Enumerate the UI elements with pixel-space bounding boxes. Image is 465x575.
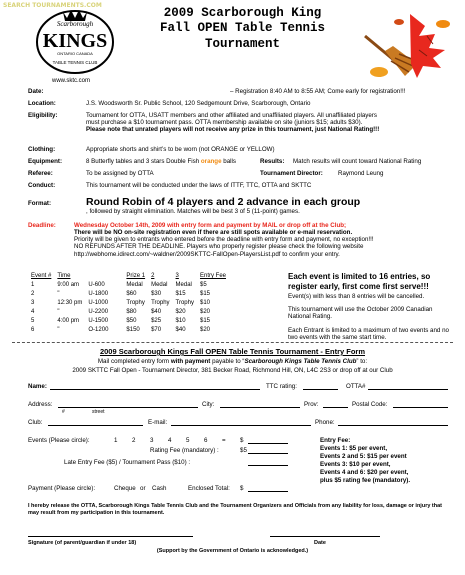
deadline-date: Wednesday October 14th, 2009 with entry form and payment by MAIL or drop off at the Club;	[74, 222, 347, 229]
director-label: Tournament Director:	[260, 170, 323, 177]
col-entry-fee: Entry Fee	[199, 273, 226, 280]
city-field[interactable]	[220, 401, 300, 408]
address-field[interactable]	[58, 401, 198, 408]
house-number-hint: #	[62, 409, 65, 415]
mail-mid: payable to “	[212, 358, 245, 365]
fee-line: Events 2 and 5: $15 per event	[320, 452, 407, 460]
eligibility-line-3: Please note that unrated players will not receive any prize in this tournament, just National Rating!!!	[86, 126, 380, 134]
entry-form-heading: 2009 Scarborough Kings Fall OPEN Table Tennis Tournament - Entry Form	[99, 347, 366, 356]
event-option-3[interactable]: 3	[150, 437, 154, 444]
events-circle-label: Events (Please circle):	[28, 437, 90, 444]
date-field[interactable]	[270, 530, 380, 537]
events-dollar: $	[240, 437, 244, 444]
table-cell: $20	[175, 309, 186, 316]
table-cell: $40	[151, 309, 162, 316]
logo-main-text: KINGS	[42, 30, 108, 52]
table-cell: $15	[175, 291, 186, 298]
table-cell: Trophy	[175, 300, 194, 307]
table-cell: U-1500	[88, 318, 109, 325]
eligibility-line-1: Tournament for OTTA, USATT members and other affiliated and unaffiliated players. All unaffiliated players	[86, 112, 377, 119]
table-cell: 2	[31, 291, 35, 298]
cancel-note: Event(s) with less than 8 entries will be cancelled.	[288, 293, 425, 301]
entry-fee-box	[320, 437, 455, 485]
liability-release: I hereby release the OTTA, Scarborough Kings Table Tennis Club and the Tournament Organizers and Officials from any liability for loss, damage or injury that may result from my participation in this tournament.	[28, 503, 443, 516]
eligibility-label: Eligibility:	[28, 112, 58, 119]
events-table-header	[28, 272, 229, 281]
late-fee-label: Late Entry Fee ($5) / Tournament Pass ($10) :	[64, 459, 191, 466]
logo-top-text: Scarborough	[56, 20, 94, 28]
table-cell: $10	[175, 318, 186, 325]
otta-number-field[interactable]	[368, 383, 448, 390]
fee-line: plus $5 rating fee (mandatory).	[320, 476, 411, 484]
orange-ball-text: orange	[200, 158, 222, 165]
table-cell: $80	[126, 309, 137, 316]
conduct-label: Conduct:	[28, 182, 56, 189]
no-onsite-registration: There will be NO on-site registration even if there are still spots available or e-mail reservation.	[74, 229, 353, 237]
website-url[interactable]: www.sktc.com	[52, 78, 91, 84]
table-cell: 12:30 pm	[57, 300, 83, 307]
title-line-1: 2009 Scarborough King	[163, 6, 322, 20]
location-label: Location:	[28, 100, 56, 107]
event-option-2[interactable]: 2	[132, 437, 136, 444]
eligibility-line-2: must purchase a $10 tournament pass. OTTA membership available on site (juniors $15; adults $30).	[86, 119, 363, 127]
cut-line	[12, 342, 453, 343]
table-cell: O-1200	[88, 327, 109, 334]
table-cell: Trophy	[151, 300, 170, 307]
table-cell: $10	[199, 300, 210, 307]
table-cell: 9:00 am	[57, 282, 80, 289]
name-field[interactable]	[50, 383, 260, 390]
table-cell: "	[57, 327, 60, 334]
deadline-label: Deadline:	[28, 222, 56, 229]
format-main: Round Robin of 4 players and 2 advance in each group	[86, 196, 361, 208]
mail-pre: Mail completed entry form	[97, 358, 170, 365]
mail-post: ” to:	[356, 358, 368, 365]
event-option-4[interactable]: 4	[168, 437, 172, 444]
date-label: Date:	[28, 88, 44, 95]
table-cell: $150	[126, 327, 140, 334]
rating-fee-line	[248, 447, 288, 454]
table-cell: 4	[31, 309, 35, 316]
director-value: Raymond Leung	[338, 170, 384, 177]
table-cell: $25	[151, 318, 162, 325]
priority-note: Priority will be given to entrants who entered before the deadline with entry form and payment, no exception!!!	[74, 236, 374, 244]
signature-field[interactable]	[28, 530, 193, 537]
table-cell: U-600	[88, 282, 105, 289]
referee-value: To be assigned by OTTA	[86, 170, 154, 177]
col-time: Time	[57, 273, 71, 280]
email-field[interactable]	[171, 419, 311, 426]
table-row	[28, 299, 229, 308]
logo-mid-text: ONTARIO CANADA	[57, 51, 93, 56]
rating-note: This tournament will use the October 2009 Canadian National Rating.	[288, 306, 433, 321]
entry-limit-note: Each event is limited to 16 entries, so register early, first come first serve!!!	[288, 272, 431, 291]
table-cell: U-1000	[88, 300, 109, 307]
enclosed-total-field[interactable]	[248, 485, 288, 492]
postal-label: Postal Code:	[352, 401, 388, 408]
fee-line: Events 1: $5 per event,	[320, 444, 388, 452]
table-cell: $5	[199, 282, 207, 289]
rating-fee-label: Rating Fee (mandatory) :	[150, 447, 219, 454]
rating-fee-amount: $5	[240, 447, 247, 454]
mail-address: 2009 SKTTC Fall Open - Tournament Director, 381 Becker Road, Richmond Hill, ON, L4C 2S3 or drop off at our Club	[72, 367, 393, 374]
table-cell: U-1800	[88, 291, 109, 298]
equipment-label: Equipment:	[28, 158, 63, 165]
signature-label: Signature (of parent/guardian if under 18)	[28, 540, 137, 546]
format-label: Format:	[28, 200, 52, 207]
date-label: Date	[314, 540, 326, 546]
prov-field[interactable]	[323, 401, 348, 408]
table-cell: 5	[31, 318, 35, 325]
col-rating	[85, 272, 123, 281]
events-total-field[interactable]	[248, 437, 288, 444]
table-cell: $15	[199, 291, 210, 298]
ttc-rating-field[interactable]	[303, 383, 338, 390]
mail-instructions	[0, 358, 465, 365]
table-cell: $40	[175, 327, 186, 334]
prov-label: Prov:	[304, 401, 319, 408]
payment-label: Payment (Please circle):	[28, 485, 96, 492]
table-cell: $20	[199, 309, 210, 316]
enclosed-total-label: Enclosed Total:	[188, 485, 230, 492]
payment-cheque[interactable]: Cheque	[114, 485, 136, 492]
postal-field[interactable]	[393, 401, 448, 408]
equals-sign: =	[222, 437, 226, 444]
table-cell: 3	[31, 300, 35, 307]
table-row	[28, 290, 229, 299]
col-event: Event #	[31, 273, 52, 280]
table-cell: "	[57, 309, 60, 316]
payment-cash[interactable]: Cash	[152, 485, 167, 492]
city-label: City:	[202, 401, 215, 408]
address-label: Address:	[28, 401, 53, 408]
otta-label: OTTA#	[346, 383, 366, 390]
equipment-value: 8 Butterfly tables and 3 stars Double Fish	[86, 158, 200, 165]
fee-line: Events 4 and 6: $20 per event,	[320, 468, 409, 476]
ttc-label: TTC rating:	[266, 383, 297, 390]
phone-field[interactable]	[338, 419, 448, 426]
payment-or: or	[140, 485, 146, 492]
table-cell: $50	[126, 318, 137, 325]
support-note: (Support by the Government of Ontario is acknowledged.)	[156, 548, 309, 554]
table-cell: U-2200	[88, 309, 109, 316]
format-detail: , followed by straight elimination. Matches will be best 3 of 5 (11-point) games.	[86, 208, 300, 216]
table-cell: $15	[199, 318, 210, 325]
table-row	[28, 281, 229, 290]
location-value: J.S. Woodsworth Sr. Public School, 120 Sedgemount Drive, Scarborough, Ontario	[86, 100, 311, 107]
table-cell: $20	[199, 327, 210, 334]
date-value: – Registration 8:40 AM to 8:55 AM; Come early for registration!!!	[230, 88, 406, 95]
table-cell: Medal	[175, 282, 192, 289]
table-cell: "	[57, 291, 60, 298]
table-cell: $30	[151, 291, 162, 298]
street-hint: street	[92, 409, 105, 415]
club-name: Scarborough Kings Table Tennis Club	[244, 358, 357, 365]
event-option-5[interactable]: 5	[186, 437, 190, 444]
title-line-3: Tournament	[204, 36, 280, 51]
autumn-leaves-rake-icon	[355, 6, 455, 86]
table-cell: Trophy	[126, 300, 145, 307]
col-prize-2: 2	[151, 273, 155, 280]
no-refunds-note: NO REFUNDS AFTER THE DEADLINE. Players who properly register please check the following website	[74, 243, 364, 251]
club-label: Club:	[28, 419, 43, 426]
conduct-value: This tournament will be conducted under the laws of ITTF, TTC, OTTA and SKTTC	[86, 182, 312, 189]
clothing-label: Clothing:	[28, 146, 56, 153]
late-fee-field[interactable]	[248, 459, 288, 466]
players-list-link[interactable]: http://webhome.idirect.com/~waldner/2009SKTTC-FallOpen-PlayersList.pdf to confirm your entry.	[74, 250, 340, 258]
kings-club-logo	[34, 4, 116, 76]
entry-fee-title: Entry Fee:	[320, 437, 351, 444]
name-label: Name:	[28, 383, 47, 390]
equipment-balls: balls	[223, 158, 236, 165]
table-cell: 6	[31, 327, 35, 334]
events-notes	[288, 272, 453, 341]
watermark: SEARCH TOURNAMENTS.COM	[3, 2, 102, 9]
table-row	[28, 326, 229, 335]
col-prize-3: 3	[175, 273, 179, 280]
event-option-6[interactable]: 6	[204, 437, 208, 444]
table-cell: $70	[151, 327, 162, 334]
table-cell: Medal	[151, 282, 168, 289]
event-option-1[interactable]: 1	[114, 437, 118, 444]
results-value: Match results will count toward National Rating	[293, 158, 422, 165]
clothing-value: Appropriate shorts and shirt’s to be worn (not ORANGE or YELLOW)	[86, 146, 275, 153]
title-line-2: Fall OPEN Table Tennis	[159, 21, 326, 36]
logo-bottom-text: TABLE TENNIS CLUB	[52, 60, 98, 65]
table-cell: $60	[126, 291, 137, 298]
table-row	[28, 308, 229, 317]
email-label: E-mail:	[148, 419, 168, 426]
table-cell: 1	[31, 282, 35, 289]
fee-line: Events 3: $10 per event,	[320, 460, 391, 468]
col-prize-1: Prize 1	[126, 273, 146, 280]
enclosed-dollar: $	[240, 485, 244, 492]
table-row	[28, 317, 229, 326]
mail-bold: with payment	[170, 358, 211, 365]
page-title	[140, 6, 345, 52]
max-events-note: Each Entrant is limited to a maximum of two events and no two events with the same start time.	[288, 326, 449, 341]
results-label: Results:	[260, 158, 285, 165]
events-table	[28, 272, 229, 335]
club-field[interactable]	[48, 419, 143, 426]
table-cell: 4:00 pm	[57, 318, 80, 325]
table-cell: Medal	[126, 282, 143, 289]
phone-label: Phone:	[315, 419, 335, 426]
referee-label: Referee:	[28, 170, 53, 177]
